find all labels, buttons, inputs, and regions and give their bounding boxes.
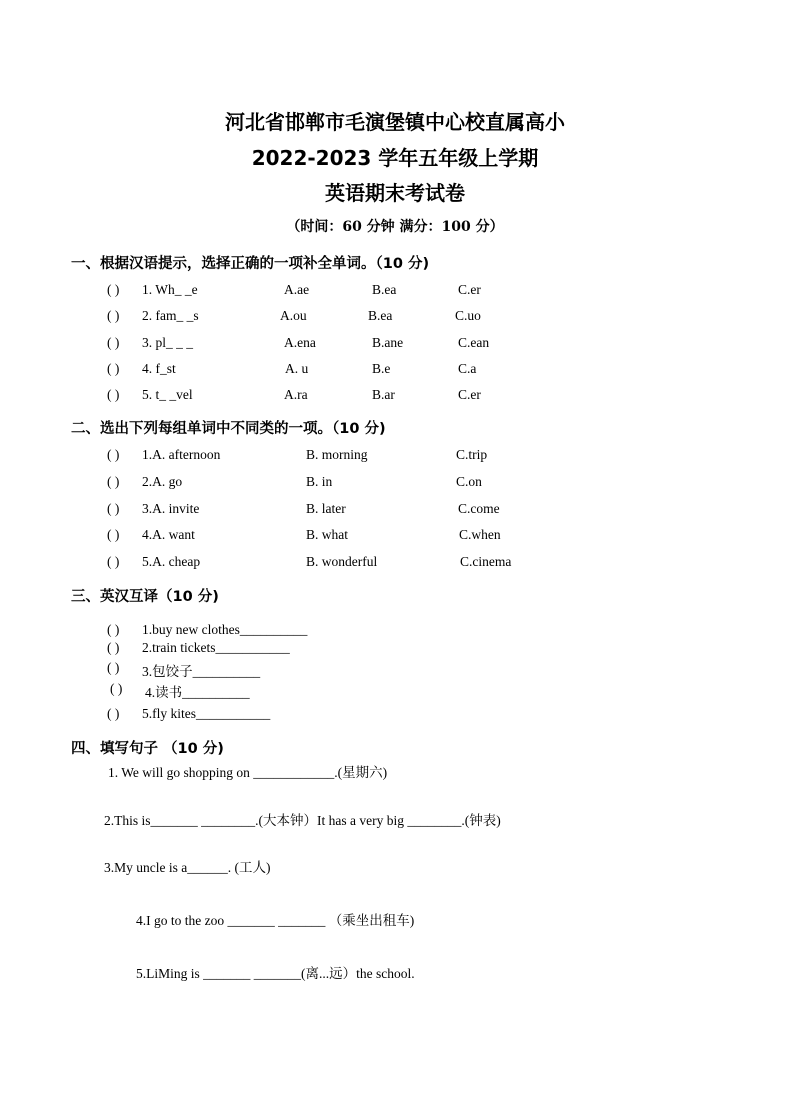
s2-question-5: [0, 554, 790, 572]
answer-blank[interactable]: ( ): [107, 554, 120, 569]
section-3-title: 三、英汉互译（10 分): [71, 589, 219, 605]
sentence-1[interactable]: 1. We will go shopping on ____________.(星期六): [108, 765, 388, 780]
option-a: A.ra: [284, 387, 308, 402]
question-stem: 2. fam_ _s: [142, 308, 199, 323]
option-a: A.ae: [284, 282, 310, 297]
school-title: 河北省邯郸市毛演堡镇中心校直属高小: [225, 110, 565, 134]
s1-question-2: [0, 308, 790, 326]
option-c: C.er: [458, 282, 481, 297]
option-a: 3.A. invite: [142, 501, 200, 516]
option-b: B.e: [372, 361, 391, 376]
translation-prompt[interactable]: 4.读书__________: [145, 685, 250, 700]
translation-prompt[interactable]: 2.train tickets___________: [142, 640, 290, 655]
answer-blank[interactable]: ( ): [107, 640, 120, 655]
answer-blank[interactable]: ( ): [107, 447, 120, 462]
s3-question-5: [0, 706, 790, 724]
option-a: A. u: [285, 361, 309, 376]
option-a: 2.A. go: [142, 474, 183, 489]
s2-question-1: [0, 447, 790, 465]
option-a: A.ena: [284, 335, 316, 350]
s3-question-3: [0, 660, 790, 678]
translation-prompt[interactable]: 1.buy new clothes__________: [142, 622, 308, 637]
s1-question-4: [0, 361, 790, 379]
option-c: C.uo: [455, 308, 481, 323]
s3-question-1: [0, 622, 790, 640]
answer-blank[interactable]: ( ): [107, 335, 120, 350]
option-a: 1.A. afternoon: [142, 447, 221, 462]
term-title: 2022-2023 学年五年级上学期: [251, 146, 539, 170]
option-a: 4.A. want: [142, 527, 195, 542]
s1-question-3: [0, 335, 790, 353]
option-c: C.when: [459, 527, 501, 542]
answer-blank[interactable]: ( ): [107, 622, 120, 637]
option-c: C.a: [458, 361, 477, 376]
option-b: B. wonderful: [306, 554, 378, 569]
question-stem: 5. t_ _vel: [142, 387, 193, 402]
answer-blank[interactable]: ( ): [107, 474, 120, 489]
s1-question-1: [0, 282, 790, 300]
s3-question-2: [0, 640, 790, 658]
question-stem: 1. Wh_ _e: [142, 282, 198, 297]
exam-info: （时间：60 分钟 满分：100 分）: [286, 219, 504, 235]
answer-blank[interactable]: ( ): [107, 706, 120, 721]
answer-blank[interactable]: ( ): [110, 681, 123, 696]
option-c: C.cinema: [460, 554, 512, 569]
option-b: B.ea: [372, 282, 397, 297]
answer-blank[interactable]: ( ): [107, 660, 120, 675]
translation-prompt[interactable]: 5.fly kites___________: [142, 706, 271, 721]
section-2-title: 二、选出下列每组单词中不同类的一项。（10 分): [71, 421, 386, 437]
option-c: C.ean: [458, 335, 490, 350]
s2-question-4: [0, 527, 790, 545]
answer-blank[interactable]: ( ): [107, 282, 120, 297]
option-b: B.ar: [372, 387, 395, 402]
question-stem: 4. f_st: [142, 361, 176, 376]
answer-blank[interactable]: ( ): [107, 308, 120, 323]
sentence-5[interactable]: 5.LiMing is _______ _______(离...远）the school.: [136, 966, 415, 981]
answer-blank[interactable]: ( ): [107, 527, 120, 542]
s2-question-3: [0, 501, 790, 519]
option-b: B.ea: [368, 308, 393, 323]
s2-question-2: [0, 474, 790, 492]
sentence-4[interactable]: 4.I go to the zoo _______ _______ （乘坐出租车): [136, 913, 415, 928]
s3-question-4: [0, 681, 790, 699]
option-c: C.er: [458, 387, 481, 402]
question-stem: 3. pl_ _ _: [142, 335, 194, 350]
sentence-2[interactable]: 2.This is_______ ________.(大本钟）It has a very big ________.(钟表): [104, 813, 501, 828]
exam-title: 英语期末考试卷: [325, 181, 465, 205]
answer-blank[interactable]: ( ): [107, 387, 120, 402]
option-b: B. later: [306, 501, 346, 516]
section-4-title: 四、填写句子 （10 分): [71, 741, 224, 757]
answer-blank[interactable]: ( ): [107, 501, 120, 516]
option-c: C.come: [458, 501, 500, 516]
option-c: C.on: [456, 474, 482, 489]
sentence-3[interactable]: 3.My uncle is a______. (工人): [104, 860, 271, 875]
s1-question-5: [0, 387, 790, 405]
option-b: B. in: [306, 474, 333, 489]
option-b: B. morning: [306, 447, 368, 462]
option-a: 5.A. cheap: [142, 554, 201, 569]
section-1-title: 一、根据汉语提示，选择正确的一项补全单词。（10 分): [71, 256, 430, 272]
option-a: A.ou: [280, 308, 307, 323]
answer-blank[interactable]: ( ): [107, 361, 120, 376]
option-c: C.trip: [456, 447, 488, 462]
translation-prompt[interactable]: 3.包饺子__________: [142, 664, 261, 679]
option-b: B. what: [306, 527, 348, 542]
option-b: B.ane: [372, 335, 404, 350]
